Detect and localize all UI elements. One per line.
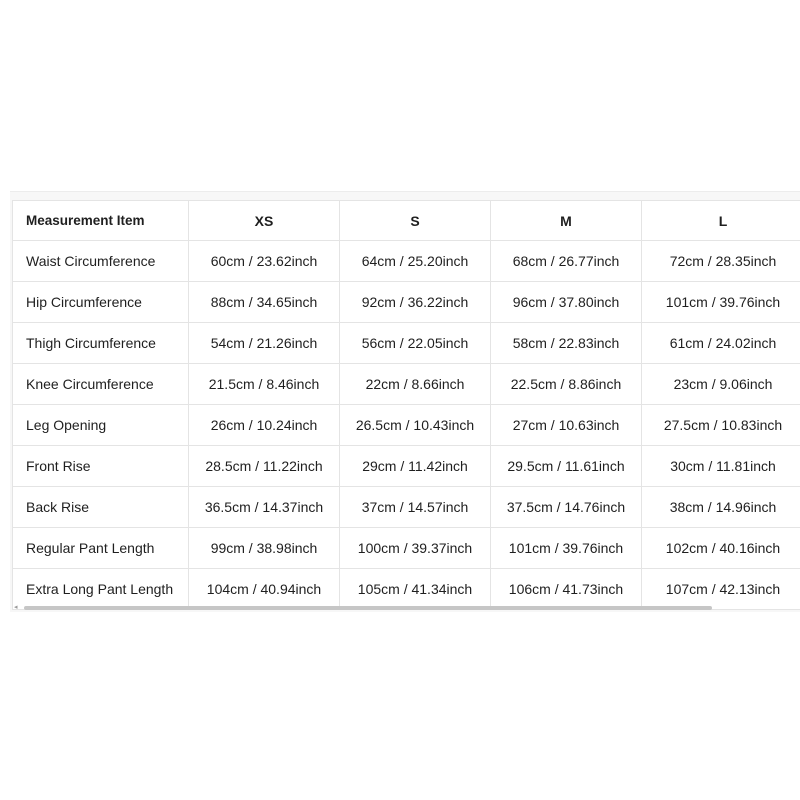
table-row [13, 323, 800, 364]
measurement-value-cell: 21.5cm / 8.46inch [189, 364, 340, 405]
measurement-value-cell: 99cm / 38.98inch [189, 528, 340, 569]
measurement-value-cell: 92cm / 36.22inch [340, 282, 491, 323]
table-row [13, 282, 800, 323]
measurement-value-cell: 61cm / 24.02inch [642, 323, 800, 364]
row-label-cell: Front Rise [13, 446, 189, 487]
measurement-value-cell: 68cm / 26.77inch [491, 241, 642, 282]
measurement-value-cell: 58cm / 22.83inch [491, 323, 642, 364]
column-header-xs: XS [189, 201, 340, 241]
table-row [13, 487, 800, 528]
measurement-value-cell: 88cm / 34.65inch [189, 282, 340, 323]
table-row [13, 446, 800, 487]
measurement-value-cell: 107cm / 42.13inch [642, 569, 800, 610]
measurement-value-cell: 101cm / 39.76inch [642, 282, 800, 323]
measurement-value-cell: 101cm / 39.76inch [491, 528, 642, 569]
measurement-value-cell: 37.5cm / 14.76inch [491, 487, 642, 528]
column-header-measurement-item: Measurement Item [13, 201, 189, 241]
measurement-value-cell: 29cm / 11.42inch [340, 446, 491, 487]
measurement-value-cell: 100cm / 39.37inch [340, 528, 491, 569]
measurement-value-cell: 72cm / 28.35inch [642, 241, 800, 282]
measurement-value-cell: 22.5cm / 8.86inch [491, 364, 642, 405]
row-label-cell: Regular Pant Length [13, 528, 189, 569]
measurement-value-cell: 54cm / 21.26inch [189, 323, 340, 364]
measurement-value-cell: 36.5cm / 14.37inch [189, 487, 340, 528]
measurement-value-cell: 38cm / 14.96inch [642, 487, 800, 528]
measurement-value-cell: 37cm / 14.57inch [340, 487, 491, 528]
table-row [13, 241, 800, 282]
measurement-value-cell: 96cm / 37.80inch [491, 282, 642, 323]
measurement-value-cell: 106cm / 41.73inch [491, 569, 642, 610]
measurement-value-cell: 22cm / 8.66inch [340, 364, 491, 405]
row-label-cell: Knee Circumference [13, 364, 189, 405]
chevron-left-icon[interactable]: ◂ [14, 604, 18, 611]
row-label-cell: Back Rise [13, 487, 189, 528]
table-row [13, 364, 800, 405]
column-header-m: M [491, 201, 642, 241]
measurement-value-cell: 27.5cm / 10.83inch [642, 405, 800, 446]
table-row [13, 405, 800, 446]
measurement-value-cell: 56cm / 22.05inch [340, 323, 491, 364]
column-header-l: L [642, 201, 800, 241]
measurement-value-cell: 30cm / 11.81inch [642, 446, 800, 487]
size-chart-table [12, 200, 800, 610]
row-label-cell: Hip Circumference [13, 282, 189, 323]
measurement-value-cell: 105cm / 41.34inch [340, 569, 491, 610]
row-label-cell: Waist Circumference [13, 241, 189, 282]
row-label-cell: Leg Opening [13, 405, 189, 446]
size-chart-scroll-area[interactable] [12, 200, 800, 610]
scrollbar-thumb[interactable] [24, 606, 712, 610]
row-label-cell: Thigh Circumference [13, 323, 189, 364]
table-header-row [13, 201, 800, 241]
measurement-value-cell: 102cm / 40.16inch [642, 528, 800, 569]
measurement-value-cell: 29.5cm / 11.61inch [491, 446, 642, 487]
row-label-cell: Extra Long Pant Length [13, 569, 189, 610]
table-row [13, 528, 800, 569]
measurement-value-cell: 64cm / 25.20inch [340, 241, 491, 282]
measurement-value-cell: 60cm / 23.62inch [189, 241, 340, 282]
measurement-value-cell: 28.5cm / 11.22inch [189, 446, 340, 487]
size-chart-panel [10, 191, 800, 612]
horizontal-scrollbar[interactable] [10, 604, 800, 612]
measurement-value-cell: 23cm / 9.06inch [642, 364, 800, 405]
measurement-value-cell: 26.5cm / 10.43inch [340, 405, 491, 446]
measurement-value-cell: 26cm / 10.24inch [189, 405, 340, 446]
measurement-value-cell: 27cm / 10.63inch [491, 405, 642, 446]
measurement-value-cell: 104cm / 40.94inch [189, 569, 340, 610]
column-header-s: S [340, 201, 491, 241]
